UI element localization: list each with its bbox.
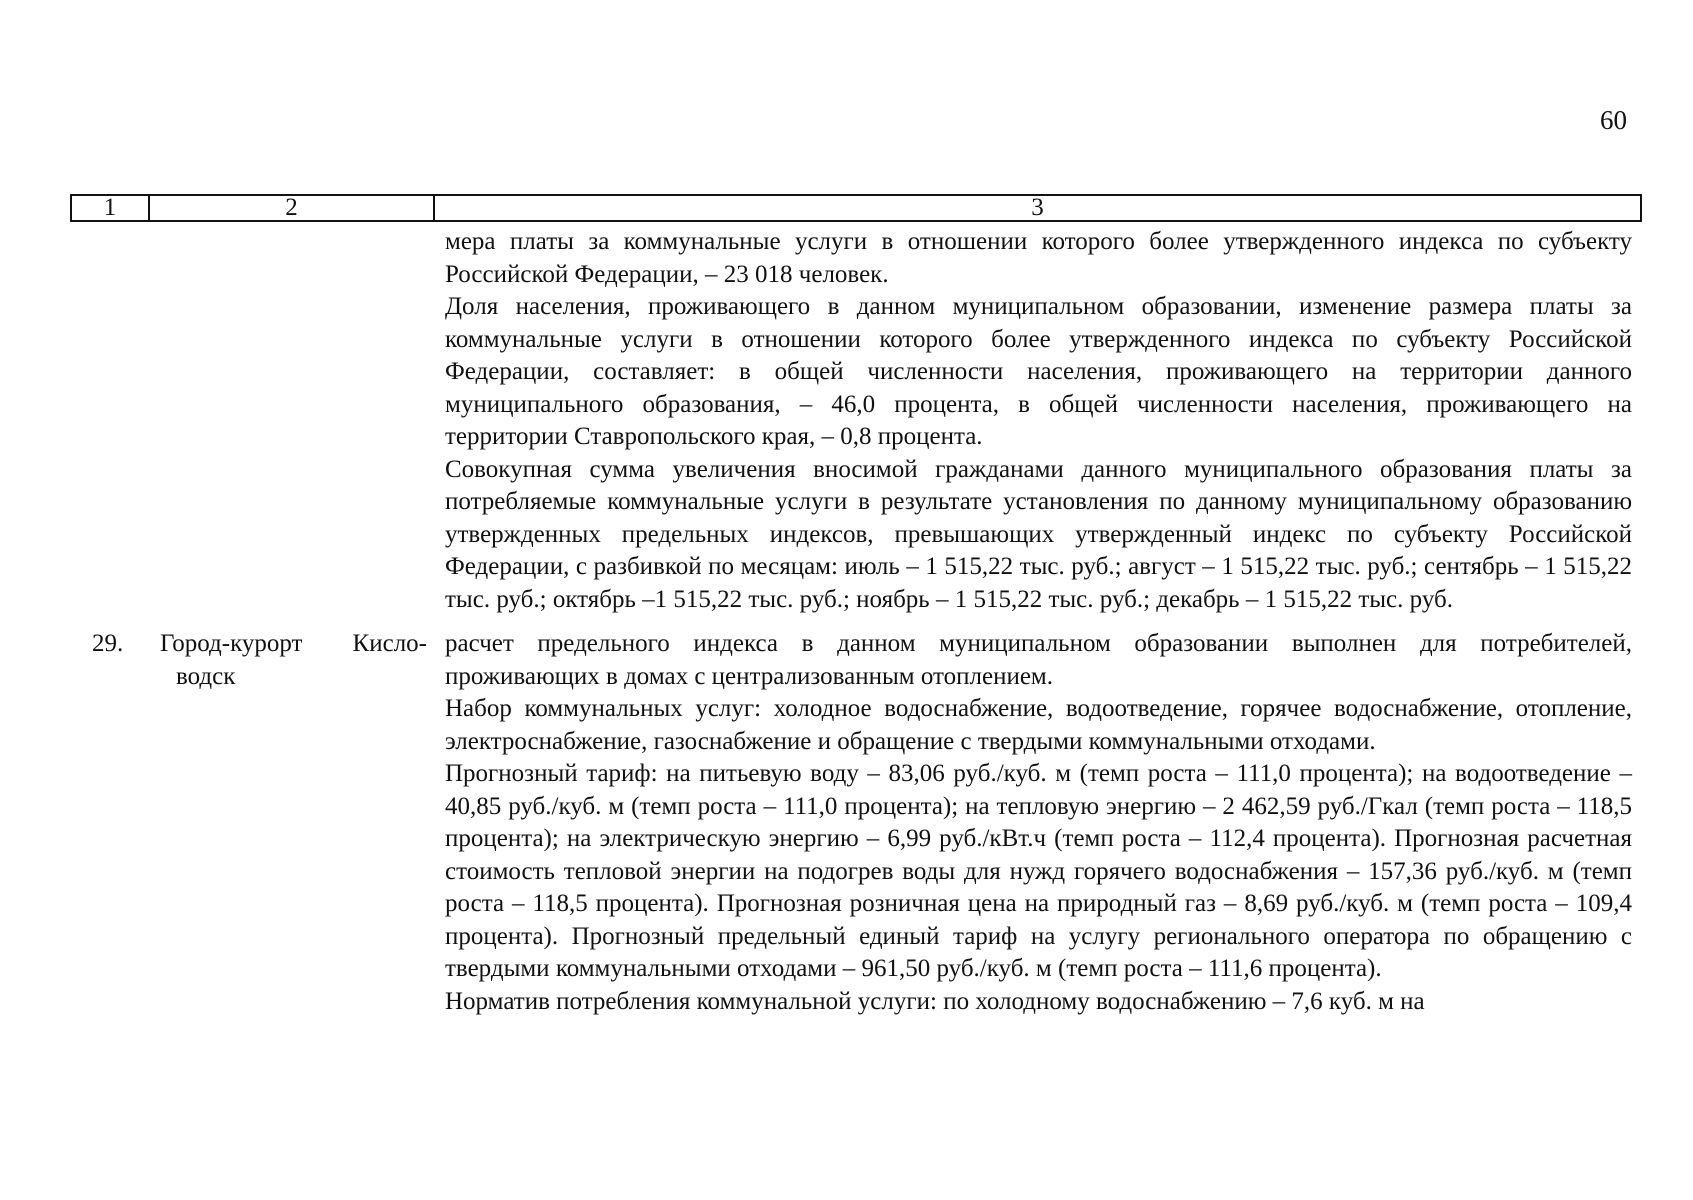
table-body [70,226,1642,1018]
paragraph: мера платы за коммунальные услуги в отношении которого более утвержденного индекса по субъекту Российской Федерации, – 23 018 человек. [445,228,1632,288]
paragraph: Норматив потребления коммунальной услуги: по холодному водоснабжению – 7,6 куб. м на [445,987,1425,1015]
header-col-3: 3 [1031,194,1044,221]
table-row [70,628,1642,1018]
row-description [433,226,1642,616]
paragraph: расчет предельного индекса в данном муниципальном образовании выполнен для потребителей, проживающих в домах с централизованным отоплением. [445,630,1632,690]
municipality-name [148,226,433,616]
table-row [70,226,1642,616]
header-col-1: 1 [72,196,150,220]
paragraph: Набор коммунальных услуг: холодное водоснабжение, водоотведение, горячее водоснабжение, отопление, электроснабжение, газоснабжение и обращение с твердыми коммунальными отходами. [445,695,1632,755]
municipality-name-line: водск [176,662,236,690]
municipality-name-line: Город-курорт Кисло- [160,630,427,657]
header-col-2: 2 [150,196,435,220]
row-description [433,628,1642,1018]
paragraph: Совокупная сумма увеличения вносимой гражданами данного муниципального образования платы за потребляемые коммунальные услуги в результате установления по данному муниципальному образованию утвержденных предельных индексов, превышающих утвержденный индекс по субъекту Российской Федерации, с разбивкой по месяцам: июль – 1 515,22 тыс. руб.; август – 1 515,22 тыс. руб.; сентябрь – 1 515,22 тыс. руб.; октябрь –1 515,22 тыс. руб.; ноябрь – 1 515,22 тыс. руб.; декабрь – 1 515,22 тыс. руб. [445,455,1632,613]
paragraph: Доля населения, проживающего в данном муниципальном образовании, изменение размера платы за коммунальные услуги в отношении которого более утвержденного индекса по субъекту Российской Федерации, составляет: в общей численности населения, проживающего на территории данного муниципального образования, – 46,0 процента, в общей численности населения, проживающего на территории Ставропольского края, – 0,8 процента. [445,293,1632,450]
paragraph: Прогнозный тариф: на питьевую воду – 83,06 руб./куб. м (темп роста – 111,0 процента); на водоотведение – 40,85 руб./куб. м (темп роста – 111,0 процента); на тепловую энергию – 2 462,59 руб./Гкал (темп роста – 118,5 процента); на электрическую энергию – 6,99 руб./кВт.ч (темп роста – 112,4 процента). Прогнозная расчетная стоимость тепловой энергии на подогрев воды для нужд горячего водоснабжения – 157,36 руб./куб. м (темп роста – 118,5 процента). Прогнозная розничная цена на природный газ – 8,69 руб./куб. м (темп роста – 109,4 процента). Прогнозный предельный единый тариф на услугу регионального оператора по обращению с твердыми коммунальными отходами – 961,50 руб./куб. м (темп роста – 111,6 процента). [445,760,1632,982]
row-number: 29. [92,630,124,657]
row-number [70,226,148,616]
municipality-name [148,628,433,1018]
page-number: 60 [1600,105,1627,135]
table-header [70,194,1642,222]
